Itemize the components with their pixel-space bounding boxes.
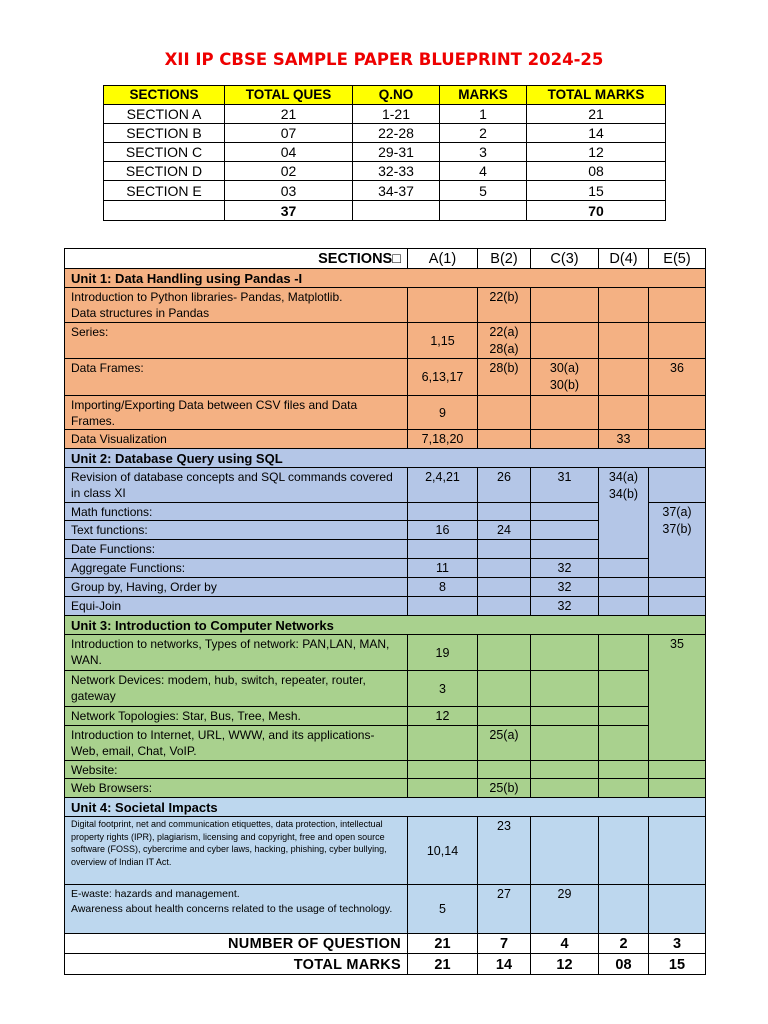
summary-total-marks-cell: 12 (527, 143, 666, 162)
section-a-cell (408, 503, 478, 521)
topic-cell: Series: (65, 323, 408, 359)
section-b-cell: 24 (478, 521, 531, 540)
summary-row (104, 143, 666, 162)
summary-total-marks-cell: 14 (527, 124, 666, 143)
summary-qno-cell: 1-21 (353, 105, 440, 124)
summary-total-ques-cell: 07 (225, 124, 353, 143)
section-a-cell (408, 726, 478, 761)
unit-header-row (65, 798, 706, 817)
summary-total-row (104, 201, 666, 221)
section-c-cell: 29 (531, 885, 599, 934)
section-c-cell: 31 (531, 468, 599, 503)
section-e-cell (649, 430, 706, 449)
topic-row (65, 396, 706, 430)
section-a-cell (408, 597, 478, 616)
column-header-b: B(2) (478, 249, 531, 269)
total-marks-d: 08 (599, 954, 649, 975)
section-e-cell (649, 323, 706, 359)
section-d-cell (599, 817, 649, 885)
section-d-cell (599, 323, 649, 359)
section-b-cell: 26 (478, 468, 531, 503)
section-b-cell (478, 671, 531, 707)
section-b-cell (478, 578, 531, 597)
summary-section-cell: SECTION B (104, 124, 225, 143)
section-c-cell (531, 430, 599, 449)
total-marks-e: 15 (649, 954, 706, 975)
topic-cell: Web Browsers: (65, 779, 408, 798)
total-marks-c: 12 (531, 954, 599, 975)
section-d-cell (599, 671, 649, 707)
section-d-cell: 33 (599, 430, 649, 449)
summary-grand-total-ques: 37 (225, 201, 353, 221)
section-c-cell (531, 761, 599, 779)
total-marks-row (65, 954, 706, 975)
section-d-cell (599, 597, 649, 616)
summary-table (103, 85, 666, 221)
column-header-e: E(5) (649, 249, 706, 269)
blueprint-table (64, 248, 706, 975)
summary-qno-cell: 22-28 (353, 124, 440, 143)
summary-header-marks: MARKS (440, 86, 527, 105)
section-e-cell: 36 (649, 359, 706, 396)
summary-marks-cell: 5 (440, 181, 527, 201)
topic-text: Data structures in Pandas (71, 306, 210, 320)
section-c-cell (531, 288, 599, 323)
summary-total-marks-cell: 08 (527, 162, 666, 181)
section-e-cell (649, 885, 706, 934)
summary-marks-cell: 3 (440, 143, 527, 162)
summary-marks-cell: 4 (440, 162, 527, 181)
unit-title: Unit 1: Data Handling using Pandas -I (65, 269, 706, 288)
topic-cell: Data Visualization (65, 430, 408, 449)
section-a-cell (408, 288, 478, 323)
topic-cell: Data Frames: (65, 359, 408, 396)
section-b-cell: 22(b) (478, 288, 531, 323)
section-b-cell (478, 635, 531, 671)
section-d-cell (599, 726, 649, 761)
summary-empty-cell (353, 201, 440, 221)
summary-row (104, 162, 666, 181)
section-a-cell: 11 (408, 559, 478, 578)
section-c-cell (531, 323, 599, 359)
section-a-cell: 16 (408, 521, 478, 540)
summary-section-cell: SECTION A (104, 105, 225, 124)
section-a-cell (408, 779, 478, 798)
summary-qno-cell: 34-37 (353, 181, 440, 201)
section-c-cell (531, 779, 599, 798)
total-marks-label: TOTAL MARKS (65, 954, 408, 975)
topic-cell: Text functions: (65, 521, 408, 540)
topic-row (65, 817, 706, 885)
summary-section-cell: SECTION E (104, 181, 225, 201)
number-of-question-row (65, 934, 706, 954)
section-e-cell (649, 779, 706, 798)
total-marks-a: 21 (408, 954, 478, 975)
section-a-cell: 2,4,21 (408, 468, 478, 503)
section-b-cell (478, 540, 531, 559)
page-title: XII IP CBSE SAMPLE PAPER BLUEPRINT 2024-25 (164, 50, 604, 69)
section-e-cell (649, 468, 706, 503)
summary-marks-cell: 2 (440, 124, 527, 143)
summary-total-marks-cell: 21 (527, 105, 666, 124)
section-a-cell: 1,15 (408, 323, 478, 359)
unit-header-row (65, 269, 706, 288)
question-count-d: 2 (599, 934, 649, 954)
topic-row (65, 597, 706, 616)
question-count-a: 21 (408, 934, 478, 954)
section-b-cell (478, 430, 531, 449)
section-a-cell: 8 (408, 578, 478, 597)
topic-row (65, 707, 706, 726)
topic-text: Awareness about health concerns related to the usage of technology. (71, 902, 393, 915)
unit-header-row (65, 449, 706, 468)
topic-row (65, 288, 706, 323)
section-c-cell (531, 726, 599, 761)
section-a-cell: 9 (408, 396, 478, 430)
section-a-cell (408, 540, 478, 559)
section-e-cell (649, 817, 706, 885)
topic-cell: Network Topologies: Star, Bus, Tree, Mesh. (65, 707, 408, 726)
topic-cell: Group by, Having, Order by (65, 578, 408, 597)
section-d-cell (599, 707, 649, 726)
section-e-cell (649, 761, 706, 779)
question-count-c: 4 (531, 934, 599, 954)
topic-cell: Aggregate Functions: (65, 559, 408, 578)
section-c-cell: 32 (531, 578, 599, 597)
topic-cell: Equi-Join (65, 597, 408, 616)
unit-title: Unit 2: Database Query using SQL (65, 449, 706, 468)
topic-row (65, 885, 706, 934)
summary-total-marks-cell: 15 (527, 181, 666, 201)
column-header-a: A(1) (408, 249, 478, 269)
section-d-cell (599, 359, 649, 396)
summary-section-cell: SECTION C (104, 143, 225, 162)
section-a-cell: 3 (408, 671, 478, 707)
section-b-cell: 28(b) (478, 359, 531, 396)
blueprint-header-row (65, 249, 706, 269)
section-b-cell (478, 761, 531, 779)
section-d-merged-cell: 34(a) 34(b) (599, 468, 649, 559)
topic-cell (65, 288, 408, 323)
total-marks-b: 14 (478, 954, 531, 975)
section-c-cell (531, 817, 599, 885)
section-b-cell: 22(a) 28(a) (478, 323, 531, 359)
topic-cell: Revision of database concepts and SQL commands covered in class XI (65, 468, 408, 503)
section-d-cell (599, 288, 649, 323)
section-e-merged-cell: 35 (649, 635, 706, 761)
section-d-cell (599, 578, 649, 597)
section-e-cell (649, 578, 706, 597)
column-header-c: C(3) (531, 249, 599, 269)
topic-row (65, 359, 706, 396)
summary-header-sections: SECTIONS (104, 86, 225, 105)
section-e-cell (649, 597, 706, 616)
summary-grand-total-marks: 70 (527, 201, 666, 221)
topic-row (65, 726, 706, 761)
summary-header-row (104, 86, 666, 105)
unit-header-row (65, 616, 706, 635)
sections-header: SECTIONS□ (65, 249, 408, 269)
section-c-cell (531, 540, 599, 559)
topic-row (65, 468, 706, 503)
summary-marks-cell: 1 (440, 105, 527, 124)
summary-empty-cell (104, 201, 225, 221)
summary-empty-cell (440, 201, 527, 221)
section-d-cell (599, 779, 649, 798)
section-c-cell: 32 (531, 597, 599, 616)
topic-cell: Introduction to networks, Types of network: PAN,LAN, MAN, WAN. (65, 635, 408, 671)
summary-section-cell: SECTION D (104, 162, 225, 181)
topic-cell (65, 885, 408, 934)
section-b-cell (478, 503, 531, 521)
topic-text: E-waste: hazards and management. (71, 888, 240, 900)
section-a-cell: 12 (408, 707, 478, 726)
section-e-cell (649, 288, 706, 323)
topic-cell: Importing/Exporting Data between CSV files and Data Frames. (65, 396, 408, 430)
section-c-cell (531, 396, 599, 430)
summary-header-total-marks: TOTAL MARKS (527, 86, 666, 105)
section-c-cell (531, 707, 599, 726)
summary-header-qno: Q.NO (353, 86, 440, 105)
summary-header-total-ques: TOTAL QUES (225, 86, 353, 105)
unit-title: Unit 4: Societal Impacts (65, 798, 706, 817)
topic-row (65, 578, 706, 597)
topic-row (65, 671, 706, 707)
summary-total-ques-cell: 02 (225, 162, 353, 181)
section-a-cell: 6,13,17 (408, 359, 478, 396)
topic-row (65, 323, 706, 359)
section-d-cell (599, 761, 649, 779)
section-b-cell: 23 (478, 817, 531, 885)
summary-row (104, 105, 666, 124)
section-c-cell (531, 671, 599, 707)
question-count-b: 7 (478, 934, 531, 954)
topic-cell: Date Functions: (65, 540, 408, 559)
section-a-cell: 10,14 (408, 817, 478, 885)
section-e-merged-cell: 37(a) 37(b) (649, 503, 706, 578)
section-c-cell (531, 635, 599, 671)
section-b-cell: 25(b) (478, 779, 531, 798)
section-a-cell: 7,18,20 (408, 430, 478, 449)
topic-cell: Website: (65, 761, 408, 779)
topic-row (65, 559, 706, 578)
question-count-e: 3 (649, 934, 706, 954)
section-a-cell: 19 (408, 635, 478, 671)
section-e-cell (649, 396, 706, 430)
topic-row (65, 430, 706, 449)
section-b-cell: 25(a) (478, 726, 531, 761)
column-header-d: D(4) (599, 249, 649, 269)
section-d-cell (599, 559, 649, 578)
topic-cell: Math functions: (65, 503, 408, 521)
section-b-cell (478, 396, 531, 430)
summary-total-ques-cell: 21 (225, 105, 353, 124)
section-b-cell (478, 597, 531, 616)
topic-row (65, 761, 706, 779)
section-d-cell (599, 885, 649, 934)
topic-row (65, 779, 706, 798)
summary-row (104, 124, 666, 143)
section-c-cell: 30(a) 30(b) (531, 359, 599, 396)
section-d-cell (599, 396, 649, 430)
topic-cell: Network Devices: modem, hub, switch, repeater, router, gateway (65, 671, 408, 707)
summary-qno-cell: 29-31 (353, 143, 440, 162)
section-a-cell (408, 761, 478, 779)
topic-row (65, 635, 706, 671)
section-b-cell (478, 707, 531, 726)
section-b-cell: 27 (478, 885, 531, 934)
topic-cell: Introduction to Internet, URL, WWW, and its applications- Web, email, Chat, VoIP. (65, 726, 408, 761)
summary-total-ques-cell: 04 (225, 143, 353, 162)
topic-text: Introduction to Python libraries- Pandas, Matplotlib. (71, 290, 343, 304)
topic-cell: Digital footprint, net and communication etiquettes, data protection, intellectual property rights (IPR), plagiarism, licensing and copyright, free and open source software (FOSS), cybercrime and cyber laws, hacking, phishing, cyber bullying, overview of Indian IT Act. (65, 817, 408, 885)
number-of-question-label: NUMBER OF QUESTION (65, 934, 408, 954)
unit-title: Unit 3: Introduction to Computer Networks (65, 616, 706, 635)
section-c-cell (531, 521, 599, 540)
summary-qno-cell: 32-33 (353, 162, 440, 181)
section-d-cell (599, 635, 649, 671)
summary-row (104, 181, 666, 201)
section-c-cell (531, 503, 599, 521)
section-b-cell (478, 559, 531, 578)
section-c-cell: 32 (531, 559, 599, 578)
section-a-cell: 5 (408, 885, 478, 934)
summary-total-ques-cell: 03 (225, 181, 353, 201)
